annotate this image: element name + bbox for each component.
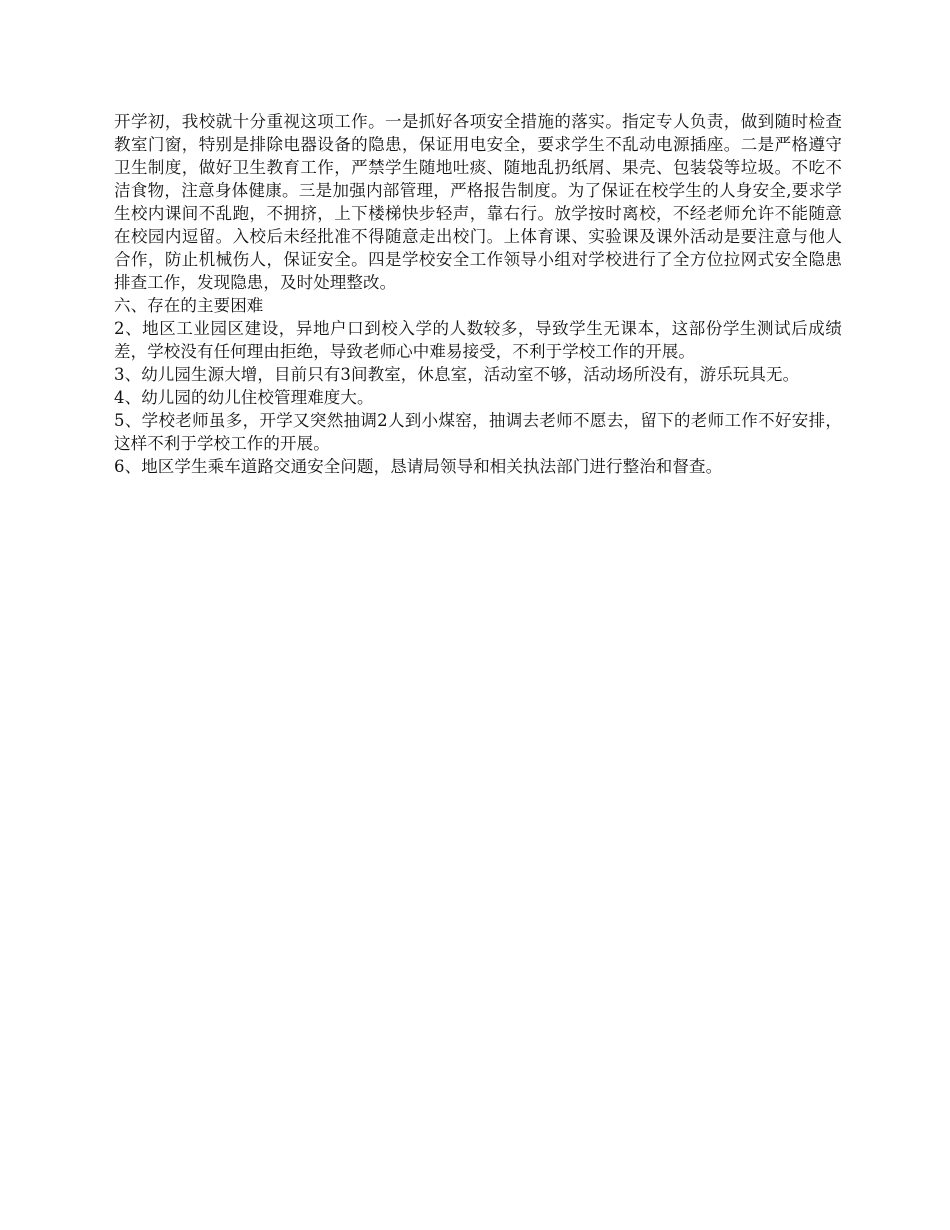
section-heading: 六、存在的主要困难 bbox=[114, 296, 264, 315]
list-item: 5、学校老师虽多，开学又突然抽调2人到小煤窑，抽调去老师不愿去，留下的老师工作不好安排，这样不利于学校工作的开展。 bbox=[114, 411, 842, 453]
list-item: 2、地区工业园区建设，异地户口到校入学的人数较多，导致学生无课本，这部份学生测试后成绩差，学校没有任何理由拒绝，导致老师心中难易接受，不利于学校工作的开展。 bbox=[114, 319, 842, 361]
list-item: 4、幼儿园的幼儿住校管理难度大。 bbox=[114, 388, 374, 407]
document-body bbox=[114, 110, 842, 478]
intro-paragraph: 开学初，我校就十分重视这项工作。一是抓好各项安全措施的落实。指定专人负责，做到随时检查教室门窗，特别是排除电器设备的隐患，保证用电安全，要求学生不乱动电源插座。二是严格遵守卫生制度，做好卫生教育工作，严禁学生随地吐痰、随地乱扔纸屑、果壳、包装袋等垃圾。不吃不洁食物，注意身体健康。三是加强内部管理，严格报告制度。为了保证在校学生的人身安全,要求学生校内课间不乱跑，不拥挤，上下楼梯快步轻声，靠右行。放学按时离校，不经老师允许不能随意在校园内逗留。入校后未经批准不得随意走出校门。上体育课、实验课及课外活动是要注意与他人合作，防止机械伤人，保证安全。四是学校安全工作领导小组对学校进行了全方位拉网式安全隐患排查工作，发现隐患，及时处理整改。 bbox=[114, 112, 842, 292]
list-item: 6、地区学生乘车道路交通安全问题，恳请局领导和相关执法部门进行整治和督查。 bbox=[114, 457, 723, 476]
list-item: 3、幼儿园生源大增，目前只有3间教室，休息室，活动室不够，活动场所没有，游乐玩具无。 bbox=[114, 365, 800, 384]
